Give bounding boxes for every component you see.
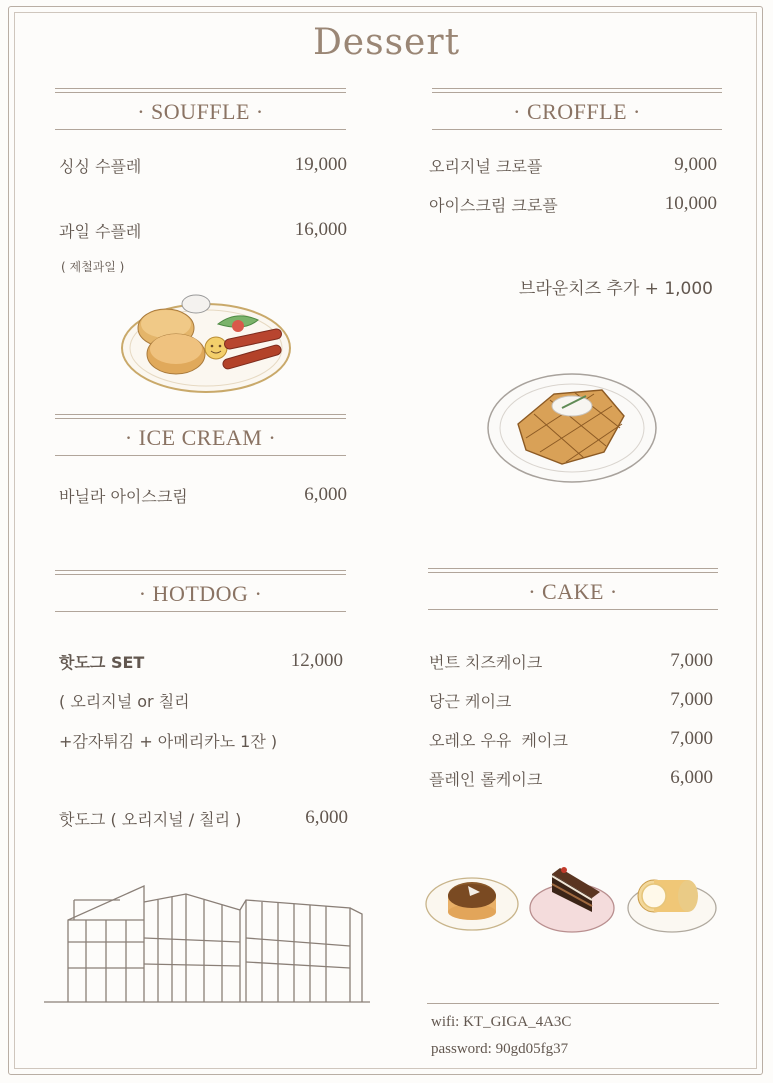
menu-title: Dessert — [312, 22, 461, 63]
item-name: 바닐라 아이스크림 — [59, 487, 188, 506]
item-name: 번트 치즈케이크 — [429, 653, 543, 672]
building-illustration — [40, 880, 375, 1006]
item-name: 아이스크림 크로플 — [429, 196, 558, 215]
item-name: 핫도그 ( 오리지널 / 칠리 ) — [59, 810, 242, 829]
item-price: 7,000 — [670, 689, 713, 710]
item-price: 10,000 — [664, 193, 717, 214]
item-price: 6,000 — [305, 807, 348, 828]
item-price: 9,000 — [674, 154, 717, 175]
wifi-divider — [427, 1003, 719, 1004]
item-name: 플레인 롤케이크 — [429, 770, 543, 789]
cake-header-label: · CAKE · — [528, 579, 618, 604]
souffle-note: ( 제철과일 ) — [61, 260, 125, 274]
wifi-ssid: wifi: KT_GIGA_4A3C — [431, 1014, 572, 1030]
hotdog-set-detail-1: ( 오리지널 or 칠리 — [59, 692, 190, 711]
wifi-password: password: 90gd05fg37 — [431, 1041, 569, 1057]
cakes-illustration — [424, 852, 720, 938]
croffle-header-label: · CROFFLE · — [513, 99, 641, 124]
souffle-plate-illustration — [118, 286, 296, 398]
croffle-header — [432, 88, 722, 130]
hotdog-header-label: · HOTDOG · — [138, 581, 263, 606]
souffle-header — [55, 88, 346, 130]
item-name: 당근 케이크 — [429, 692, 512, 711]
item-price: 6,000 — [304, 484, 347, 505]
cake-header — [428, 568, 718, 610]
item-name: 오레오 우유 케이크 — [429, 731, 568, 750]
croffle-addon: 브라운치즈 추가 + 1,000 — [518, 279, 713, 299]
icecream-header — [55, 414, 346, 456]
item-price: 6,000 — [670, 767, 713, 788]
hotdog-header — [55, 570, 346, 612]
item-price: 16,000 — [294, 219, 347, 240]
croffle-plate-illustration — [484, 366, 662, 490]
item-name: 핫도그 SET — [59, 653, 145, 672]
item-name: 오리지널 크로플 — [429, 157, 543, 176]
hotdog-set-detail-2: +감자튀김 + 아메리카노 1잔 ) — [59, 732, 278, 751]
item-price: 12,000 — [290, 650, 343, 671]
item-price: 7,000 — [670, 728, 713, 749]
icecream-header-label: · ICE CREAM · — [124, 425, 277, 450]
souffle-header-label: · SOUFFLE · — [137, 99, 264, 124]
item-name: 싱싱 수플레 — [59, 157, 142, 176]
item-price: 19,000 — [294, 154, 347, 175]
item-name: 과일 수플레 — [59, 222, 142, 241]
item-price: 7,000 — [670, 650, 713, 671]
